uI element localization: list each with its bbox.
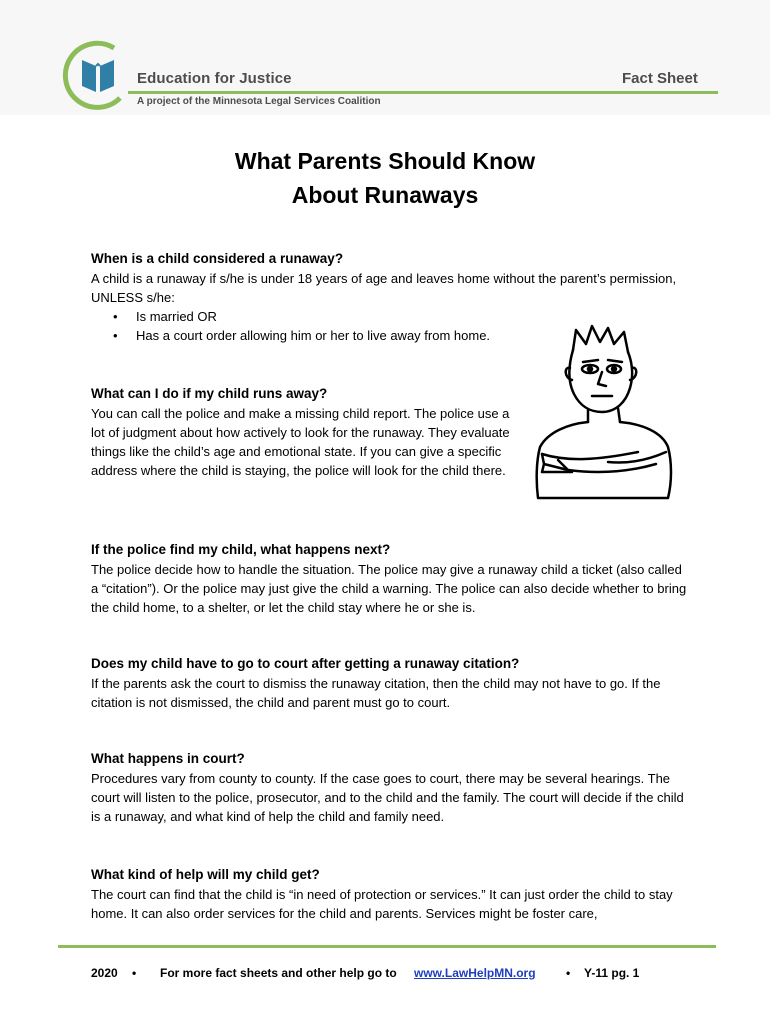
page-reference: Y-11 pg. 1 bbox=[584, 966, 640, 980]
org-subtitle: A project of the Minnesota Legal Services Coalition bbox=[137, 96, 381, 107]
footer-bullet: • bbox=[132, 966, 137, 980]
page-title bbox=[0, 144, 770, 212]
list-item: • Is married OR bbox=[91, 307, 691, 326]
section-question: What happens in court? bbox=[91, 751, 245, 766]
title-line-2: About Runaways bbox=[291, 182, 479, 208]
title-line-1: What Parents Should Know bbox=[234, 148, 536, 174]
section-text: The police decide how to handle the situation. The police may give a runaway child a ticket (also called a “citation”). Or the police may just give the child a warning. The police can also decide whether to bring the child home, to a shelter, or let the child stay where he or she is. bbox=[91, 562, 687, 615]
header-banner bbox=[0, 0, 770, 115]
section-question: If the police find my child, what happens next? bbox=[91, 542, 391, 557]
footer-text: For more fact sheets and other help go to bbox=[160, 966, 397, 980]
education-for-justice-logo bbox=[62, 40, 134, 112]
section-text: You can call the police and make a missing child report. The police use a lot of judgment about how actively to look for the runaway. They evaluate things like the child’s age and emotional state. If you can give a specific address where the child is staying, the police will look for the child there. bbox=[91, 406, 510, 478]
section-question: What can I do if my child runs away? bbox=[91, 386, 328, 401]
section-police-find-child bbox=[91, 540, 691, 617]
footer-divider bbox=[58, 945, 716, 948]
header-divider bbox=[128, 91, 718, 94]
section-text: The court can find that the child is “in need of protection or services.” It can just order the child to stay home. It can also order services for the child and parents. Services might be foster care, bbox=[91, 887, 673, 921]
doc-type-label: Fact Sheet bbox=[622, 70, 698, 87]
section-question: When is a child considered a runaway? bbox=[91, 251, 344, 266]
list-item: • Has a court order allowing him or her to live away from home. bbox=[91, 326, 691, 345]
section-text: A child is a runaway if s/he is under 18 years of age and leaves home without the parent’s permission, UNLESS s/he: bbox=[91, 271, 677, 305]
section-question: What kind of help will my child get? bbox=[91, 867, 320, 882]
org-name: Education for Justice bbox=[137, 70, 292, 87]
footer-bullet: • bbox=[566, 966, 571, 980]
child-crossed-arms-illustration bbox=[528, 322, 678, 502]
section-text: Procedures vary from county to county. If the case goes to court, there may be several hearings. The court will listen to the police, prosecutor, and to the child and the family. The court will decide if the child is a runaway, and what kind of help the child and family need. bbox=[91, 771, 684, 824]
section-text: If the parents ask the court to dismiss the runaway citation, then the child may not have to go. If the citation is not dismissed, the child and parent must go to court. bbox=[91, 676, 661, 710]
section-child-runs-away bbox=[91, 384, 511, 480]
footer-year: 2020 bbox=[91, 966, 118, 980]
section-what-happens-in-court bbox=[91, 749, 691, 826]
lawhelpmn-link[interactable]: www.LawHelpMN.org bbox=[414, 966, 536, 980]
section-kind-of-help bbox=[91, 865, 691, 923]
section-court-after-citation bbox=[91, 654, 691, 712]
section-question: Does my child have to go to court after getting a runaway citation? bbox=[91, 656, 520, 671]
